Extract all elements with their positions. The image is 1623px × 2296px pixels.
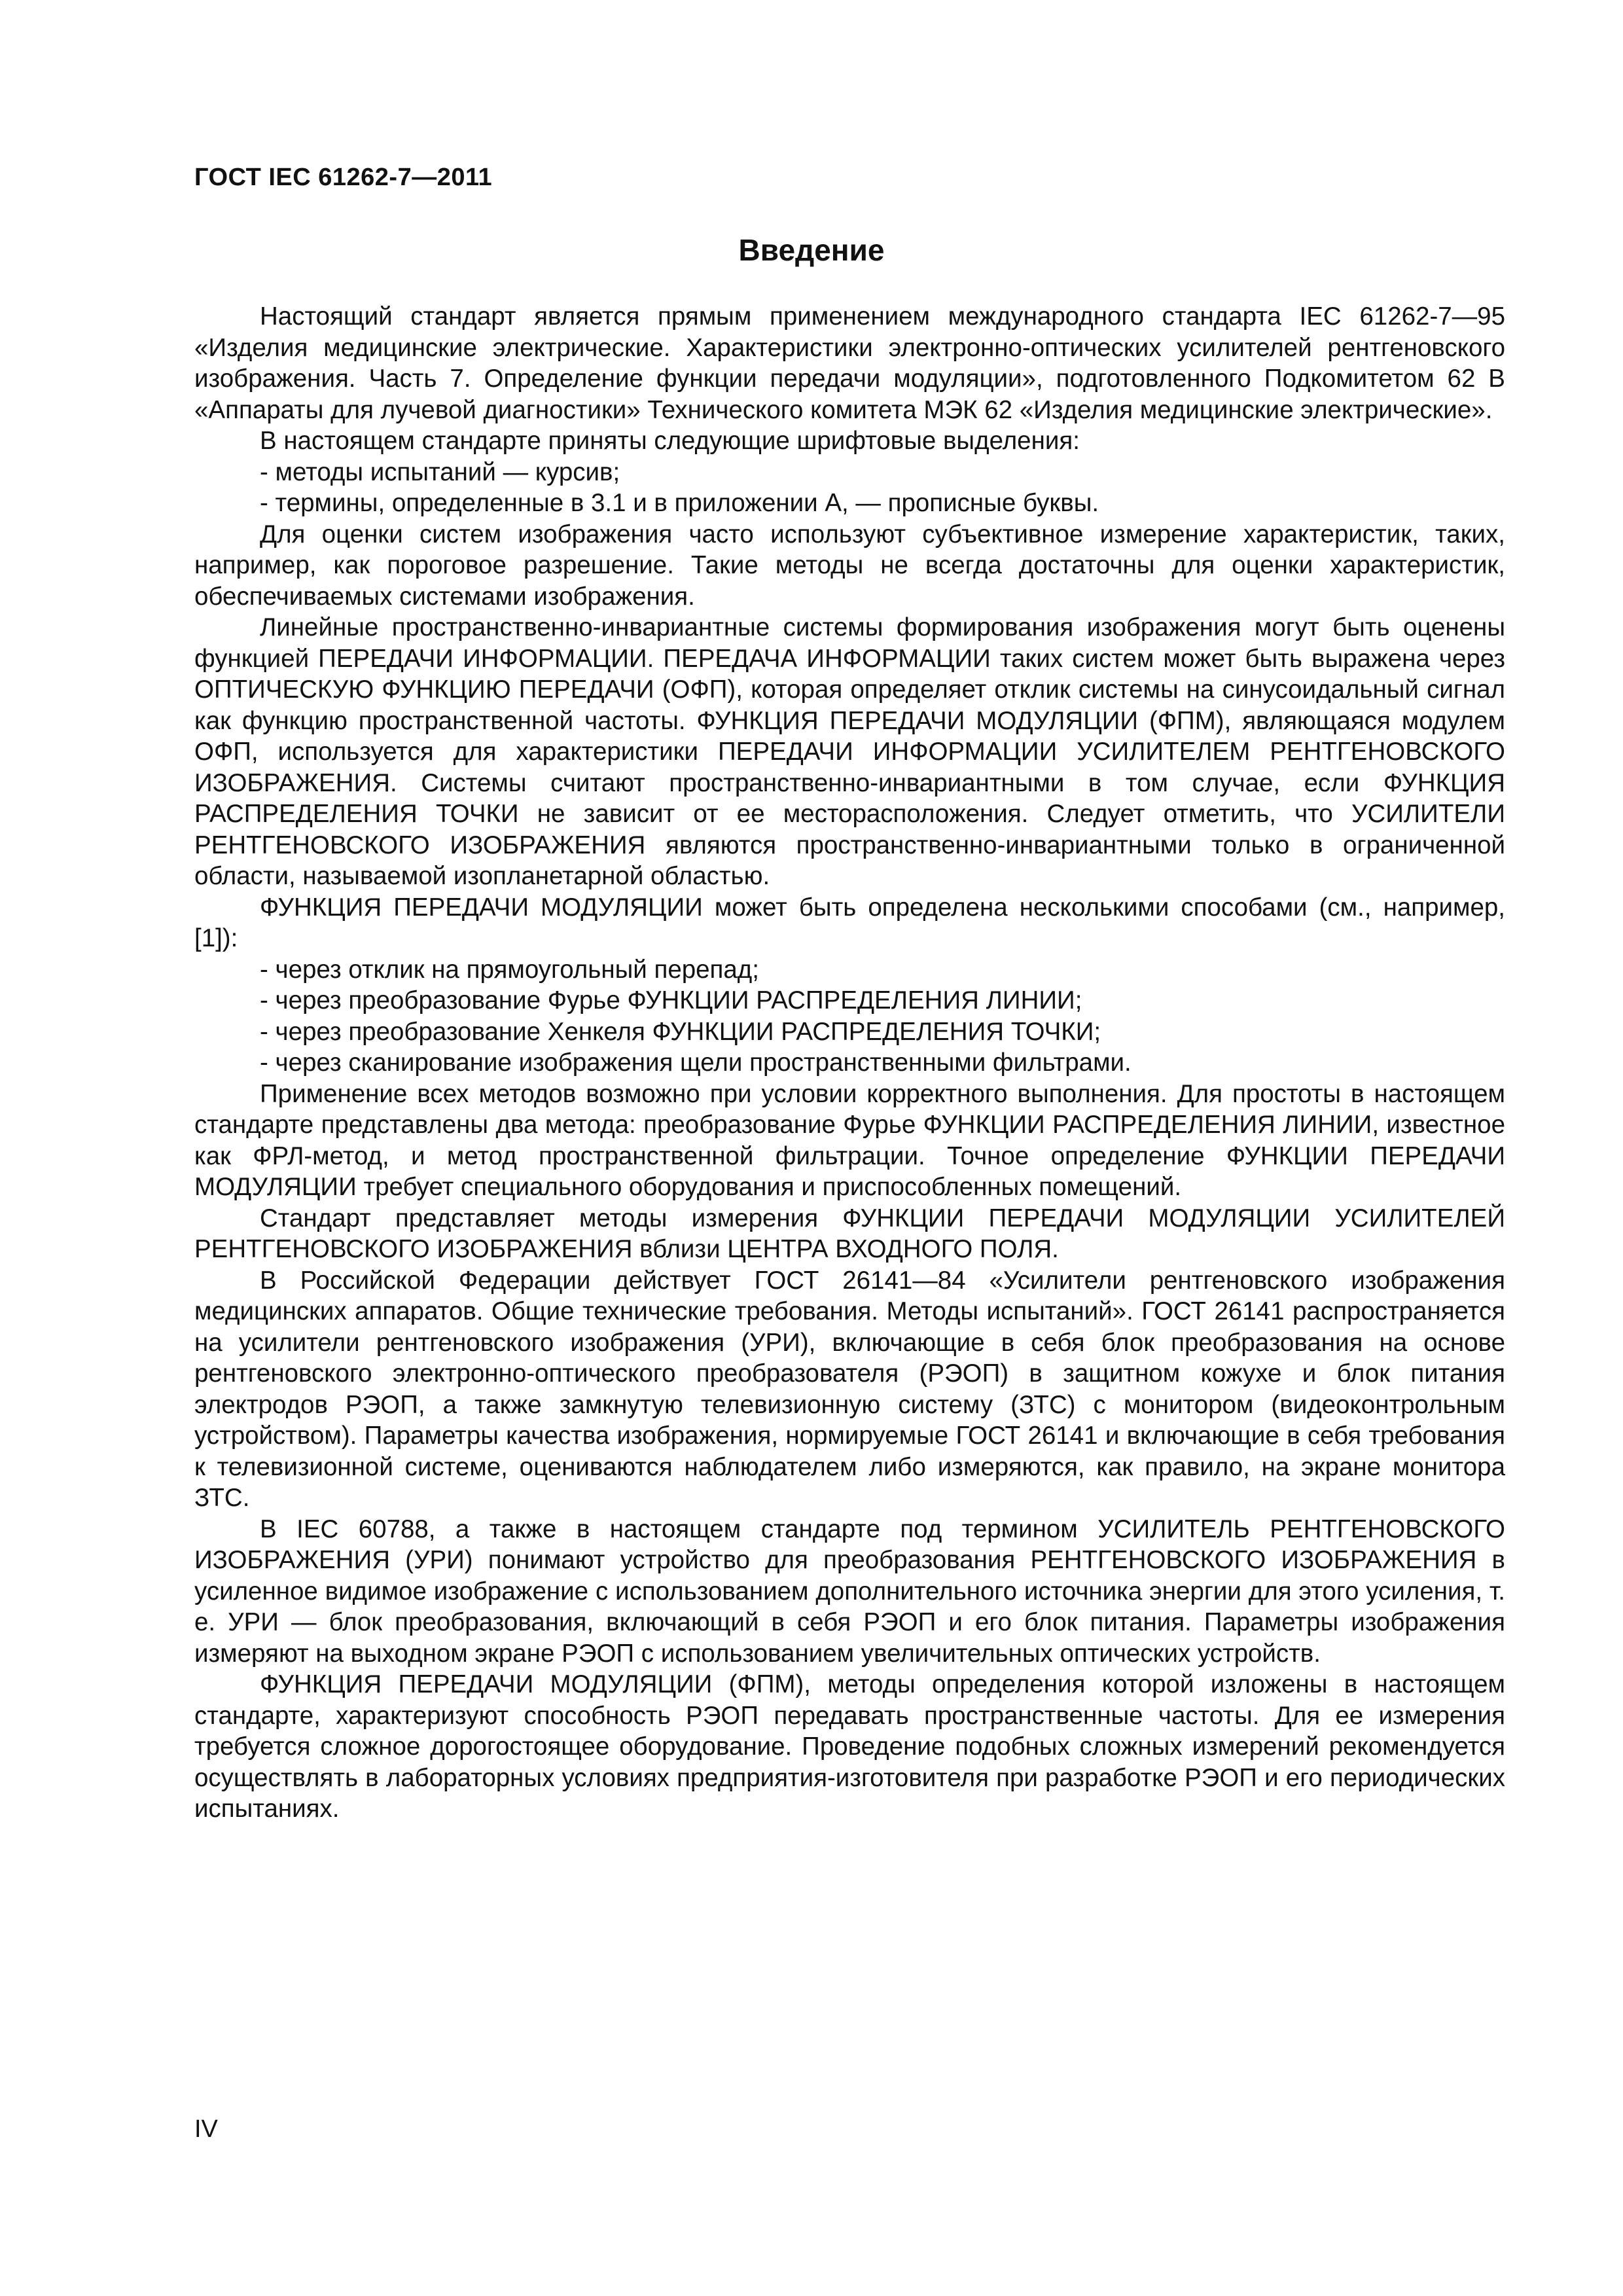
paragraph-standard-origin: Настоящий стандарт является прямым применением международного стандарта IEC 61262-7—95 «Изделия медицинские электрические. Характеристики электронно-оптических усилителей рентгеновского изображения. Часть 7. Определение функции передачи модуляции», подготовленного Подкомитетом 62 В «Аппараты для лучевой диагностики» Технического комитета МЭК 62 «Изделия медицинские электрические». <box>194 302 1505 424</box>
document-code-header: ГОСТ IEC 61262-7—2011 <box>194 164 493 191</box>
paragraph-iec-60788-definition: В IEC 60788, а также в настоящем стандарте под термином УСИЛИТЕЛЬ РЕНТГЕНОВСКОГО ИЗОБРАЖЕНИЯ (УРИ) понимают устройство для преобразования РЕНТГЕНОВСКОГО ИЗОБРАЖЕНИЯ в усиленное видимое изображение с использованием дополнительного источника энергии для этого усиления, т. е. УРИ — блок преобразования, включающий в себя РЭОП и его блок питания. Параметры изображения измеряют на выходном экране РЭОП с использованием увеличительных оптических устройств. <box>194 1515 1505 1668</box>
paragraph-subjective-measurement: Для оценки систем изображения часто используют субъективное измерение характеристик, таких, например, как пороговое разрешение. Такие методы не всегда достаточны для оценки характеристик, обеспечиваемых системами изображения. <box>194 520 1505 611</box>
introduction-body <box>194 301 1505 1825</box>
paragraph-standard-scope: Стандарт представляет методы измерения ФУНКЦИИ ПЕРЕДАЧИ МОДУЛЯЦИИ УСИЛИТЕЛЕЙ РЕНТГЕНОВСКОГО ИЗОБРАЖЕНИЯ вблизи ЦЕНТРА ВХОДНОГО ПОЛЯ. <box>194 1204 1505 1263</box>
paragraph-methods-application: Применение всех методов возможно при условии корректного выполнения. Для простоты в настоящем стандарте представлены два метода: преобразование Фурье ФУНКЦИИ РАСПРЕДЕЛЕНИЯ ЛИНИИ, известное как ФРЛ-метод, и метод пространственной фильтрации. Точное определение ФУНКЦИИ ПЕРЕДАЧИ МОДУЛЯЦИИ требует специального оборудования и приспособленных помещений. <box>194 1079 1505 1201</box>
list-item-capitals: - термины, определенные в 3.1 и в приложении А, — прописные буквы. <box>260 489 1099 517</box>
list-item-step-response: - через отклик на прямоугольный перепад; <box>260 955 759 984</box>
page-number: IV <box>194 2115 218 2143</box>
section-title: Введение <box>738 233 885 267</box>
paragraph-mtf-measurement: ФУНКЦИЯ ПЕРЕДАЧИ МОДУЛЯЦИИ (ФПМ), методы определения которой изложены в настоящем стандарте, характеризуют способность РЭОП передавать пространственные частоты. Для ее измерения требуется сложное дорогостоящее оборудование. Проведение подобных сложных измерений рекомендуется осуществлять в лабораторных условиях предприятия-изготовителя при разработке РЭОП и его периодических испытаниях. <box>194 1670 1505 1823</box>
paragraph-mtf-methods: ФУНКЦИЯ ПЕРЕДАЧИ МОДУЛЯЦИИ может быть определена несколькими способами (см., например, [1]): <box>194 893 1505 952</box>
paragraph-linear-systems: Линейные пространственно-инвариантные системы формирования изображения могут быть оценены функцией ПЕРЕДАЧИ ИНФОРМАЦИИ. ПЕРЕДАЧА ИНФОРМАЦИИ таких систем может быть выражена через ОПТИЧЕСКУЮ ФУНКЦИЮ ПЕРЕДАЧИ (ОФП), которая определяет отклик системы на синусоидальный сигнал как функцию пространственной частоты. ФУНКЦИЯ ПЕРЕДАЧИ МОДУЛЯЦИИ (ФПМ), являющаяся модулем ОФП, используется для характеристики ПЕРЕДАЧИ ИНФОРМАЦИИ УСИЛИТЕЛЕМ РЕНТГЕНОВСКОГО ИЗОБРАЖЕНИЯ. Системы считают пространственно-инвариантными в том случае, если ФУНКЦИЯ РАСПРЕДЕЛЕНИЯ ТОЧКИ не зависит от ее месторасположения. Следует отметить, что УСИЛИТЕЛИ РЕНТГЕНОВСКОГО ИЗОБРАЖЕНИЯ являются пространственно-инвариантными только в ограниченной области, называемой изопланетарной областью. <box>194 613 1505 890</box>
list-item-hankel-psf: - через преобразование Хенкеля ФУНКЦИИ РАСПРЕДЕЛЕНИЯ ТОЧКИ; <box>260 1017 1101 1046</box>
list-item-fourier-lsf: - через преобразование Фурье ФУНКЦИИ РАСПРЕДЕЛЕНИЯ ЛИНИИ; <box>260 986 1082 1014</box>
list-item-slit-scanning: - через сканирование изображения щели пространственными фильтрами. <box>260 1049 1132 1077</box>
list-item-italic: - методы испытаний — курсив; <box>260 457 620 486</box>
paragraph-russian-standard: В Российской Федерации действует ГОСТ 26141—84 «Усилители рентгеновского изображения медицинских аппаратов. Общие технические требования. Методы испытаний». ГОСТ 26141 распространяется на усилители рентгеновского изображения (УРИ), включающие в себя блок преобразования на основе рентгеновского электронно-оптического преобразователя (РЭОП) в защитном кожухе и блок питания электродов РЭОП, а также замкнутую телевизионную систему (ЗТС) с монитором (видеоконтрольным устройством). Параметры качества изображения, нормируемые ГОСТ 26141 и включающие в себя требования к телевизионной системе, оцениваются наблюдателем либо измеряются, как правило, на экране монитора ЗТС. <box>194 1266 1505 1512</box>
paragraph-font-conventions: В настоящем стандарте приняты следующие шрифтовые выделения: <box>260 427 1080 455</box>
